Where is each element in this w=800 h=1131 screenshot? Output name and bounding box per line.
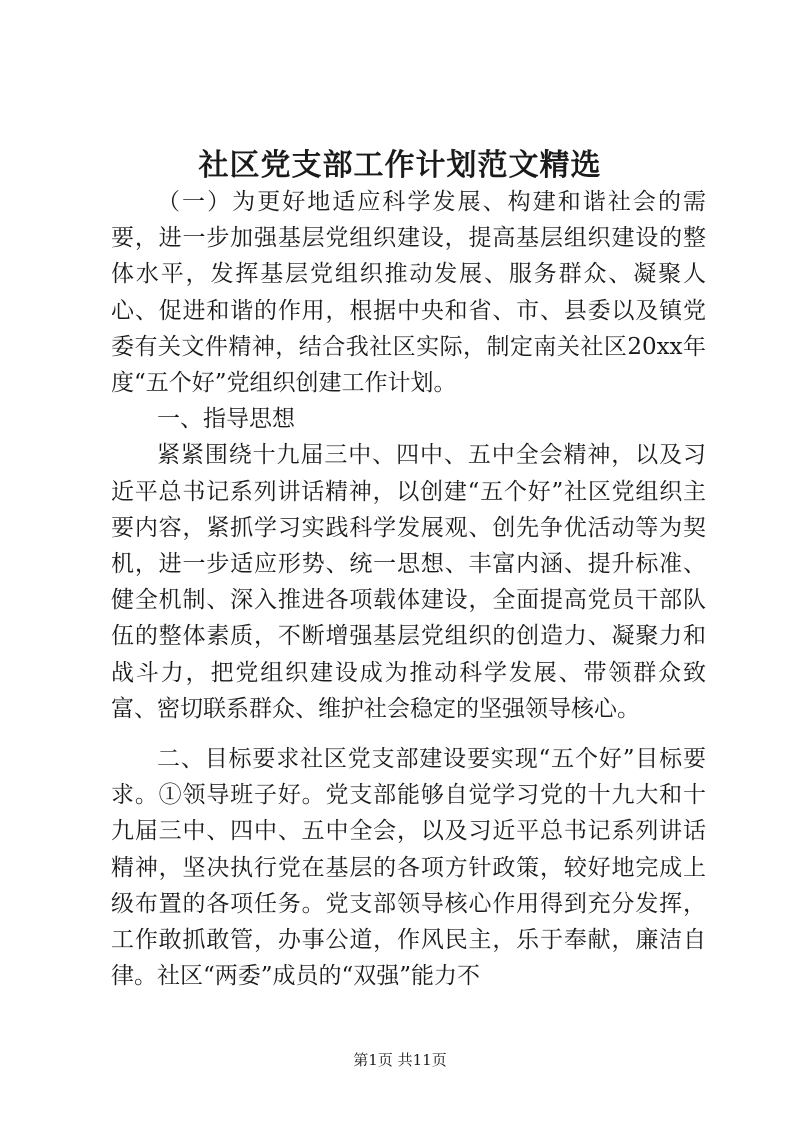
document-title: 社区党支部工作计划范文精选: [198, 148, 602, 183]
section-heading-guiding-ideology: 一、指导思想: [157, 406, 295, 433]
page-footer: 第1页 共11页: [353, 1051, 447, 1069]
paragraph-guiding-ideology: 紧紧围绕十九届三中、四中、五中全会精神，以及习近平总书记系列讲话精神，以创建“五个好”社区党组织主要内容，紧抓学习实践科学发展观、创先争优活动等为契机，进一步适应形势、统一思想、丰富内涵、提升标准、健全机制、深入推进各项载体建设，全面提高党员干部队伍的整体素质，不断增强基层党组织的创造力、凝聚力和战斗力，把党组织建设成为推动科学发展、带领群众致富、密切联系群众、维护社会稳定的坚强领导核心。: [111, 442, 706, 722]
paragraph-intro: （一）为更好地适应科学发展、构建和谐社会的需要，进一步加强基层党组织建设，提高基层组织建设的整体水平，发挥基层党组织推动发展、服务群众、凝聚人心、促进和谐的作用，根据中央和省、市、县委以及镇党委有关文件精神，结合我社区实际，制定南关社区20xx年度“五个好”党组织创建工作计划。: [111, 189, 706, 397]
document-body: [111, 184, 706, 994]
paragraph-goals: 二、目标要求社区党支部建设要实现“五个好”目标要求。①领导班子好。党支部能够自觉学习党的十九大和十九届三中、四中、五中全会，以及习近平总书记系列讲话精神，坚决执行党在基层的各项方针政策，较好地完成上级布置的各项任务。党支部领导核心作用得到充分发挥，工作敢抓敢管，办事公道，作风民主，乐于奉献，廉洁自律。社区“两委”成员的“双强”能力不: [111, 746, 706, 990]
